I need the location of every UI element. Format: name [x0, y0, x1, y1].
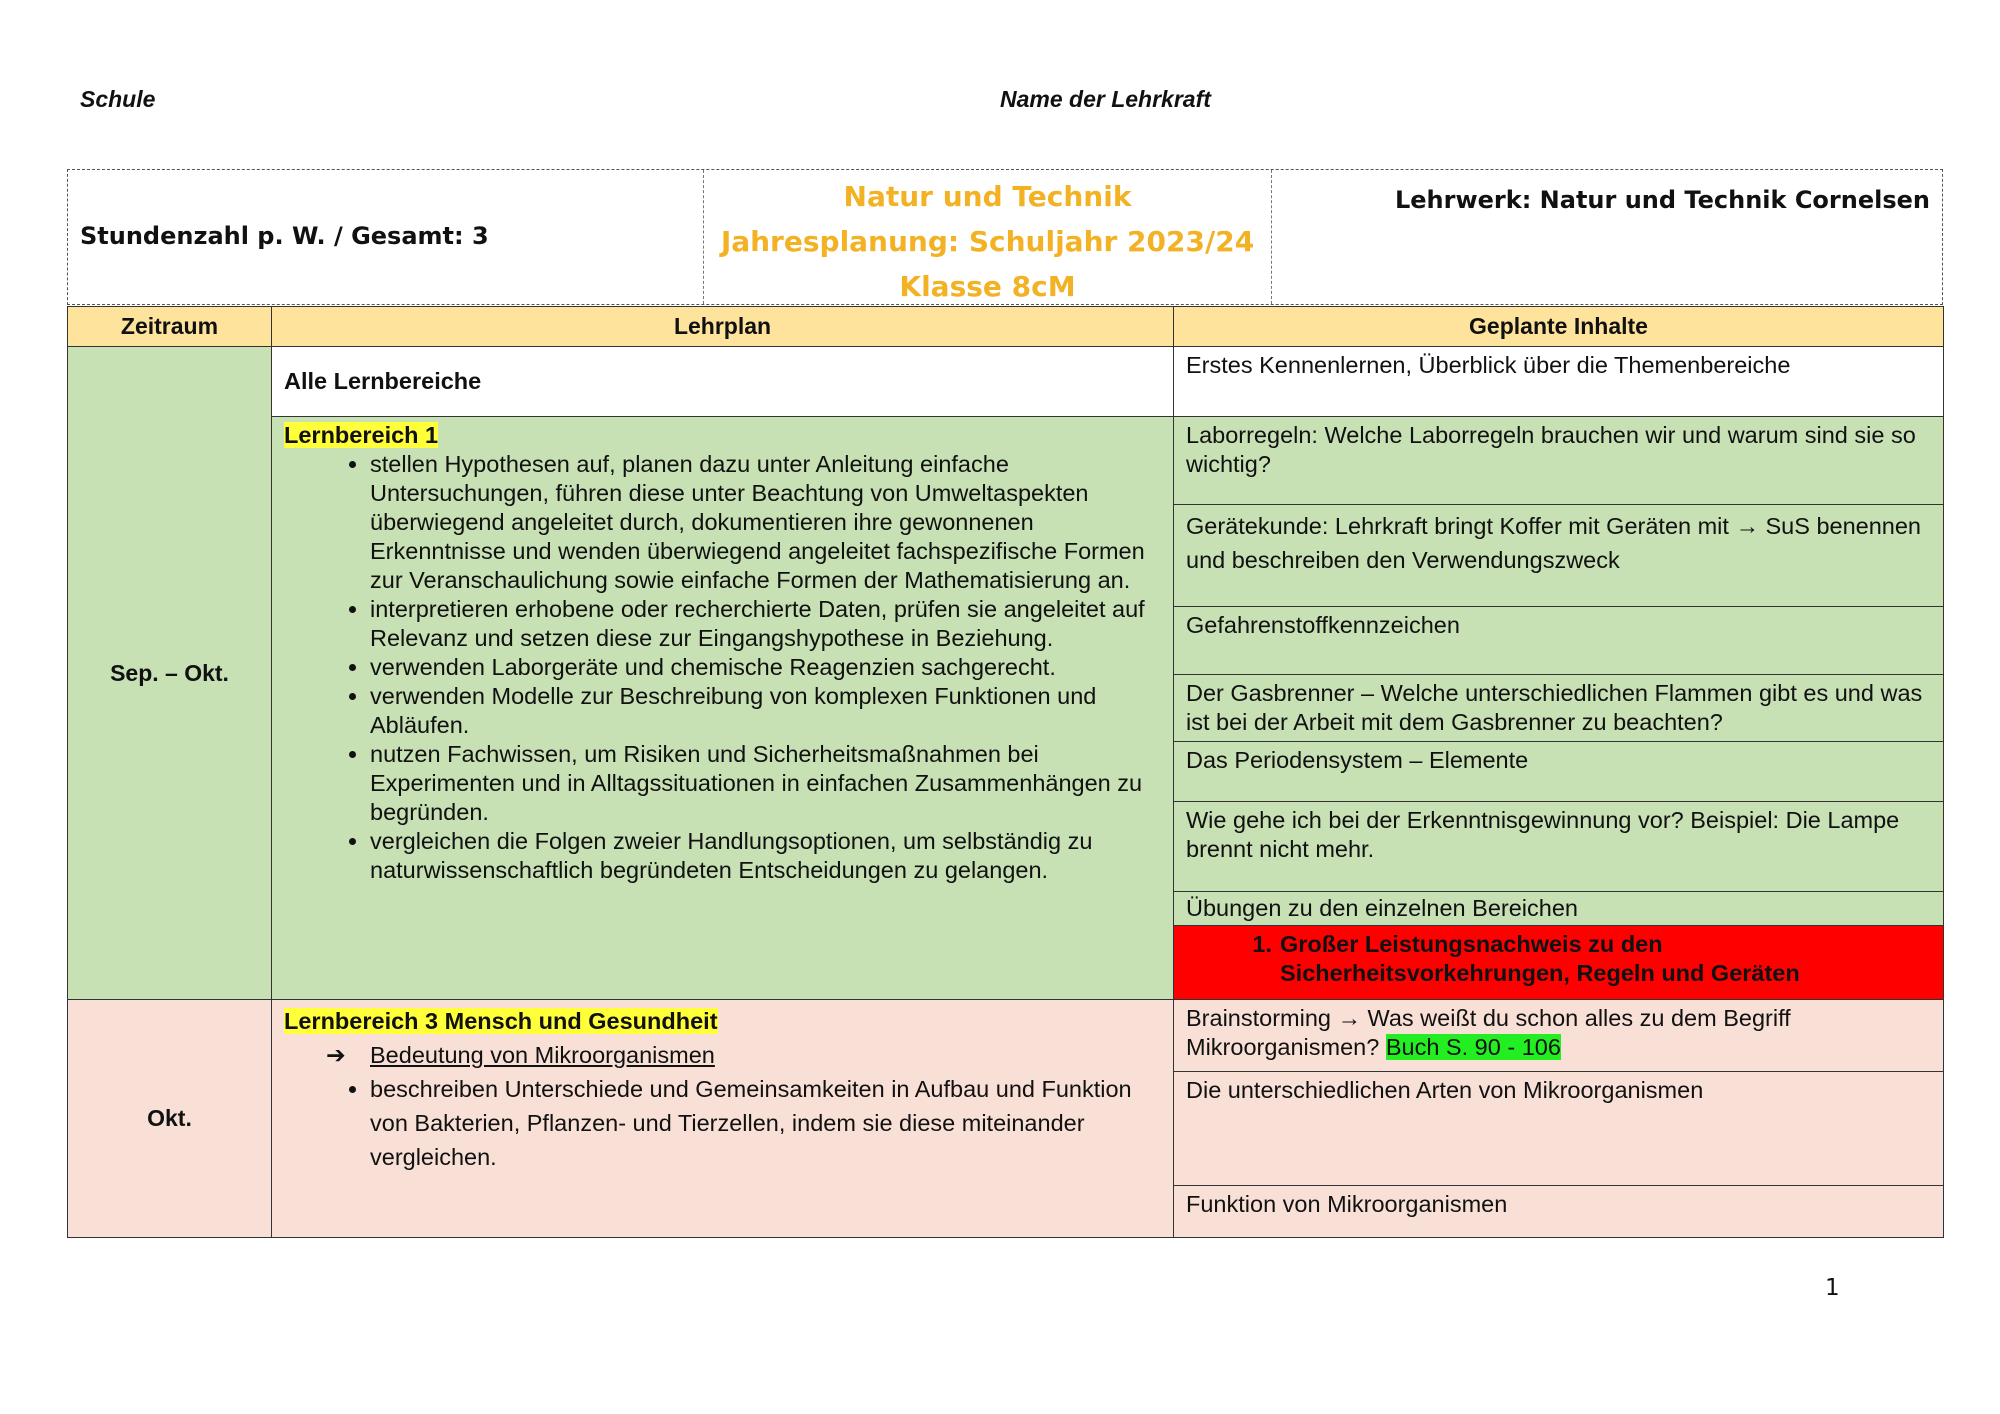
content-cell	[1174, 742, 1944, 802]
content-cell	[1174, 505, 1944, 607]
content-text: Brainstorming → Was weißt du schon alles zu dem Begriff Mikroorganismen?	[1186, 1005, 1791, 1060]
header-box	[67, 169, 1943, 305]
content-text: Gerätekunde: Lehrkraft bringt Koffer mit Geräten mit → SuS benennen und beschreiben den Verwendungszweck	[1186, 513, 1921, 573]
subject-title: Natur und Technik	[843, 180, 1132, 213]
all-areas-cell	[272, 347, 1174, 417]
list-item: • beschreiben Unterschiede und Gemeinsamkeiten in Aufbau und Funktion von Bakterien, Pflanzen- und Tierzellen, indem sie diese miteinander vergleichen.	[370, 1072, 1161, 1174]
list-item: • verwenden Laborgeräte und chemische Reagenzien sachgerecht.	[370, 653, 1161, 682]
content-cell	[1174, 1072, 1944, 1186]
content-text: Die unterschiedlichen Arten von Mikroorganismen	[1186, 1077, 1704, 1103]
list-item: • vergleichen die Folgen zweier Handlungsoptionen, um selbständig zu naturwissenschaftlich begründeten Entscheidungen zu gelangen.	[370, 827, 1161, 885]
arrow-right-icon: ➔	[326, 1042, 346, 1068]
table-row	[68, 347, 1944, 417]
table-row	[68, 1000, 1944, 1072]
teacher-name-label: Name der Lehrkraft	[1000, 86, 1211, 112]
content-text: Funktion von Mikroorganismen	[1186, 1191, 1508, 1217]
content-cell	[1174, 607, 1944, 675]
header-title-cell	[704, 170, 1272, 304]
list-item: • verwenden Modelle zur Beschreibung von komplexen Funktionen und Abläufen.	[370, 682, 1161, 740]
content-text: Übungen zu den einzelnen Bereichen	[1186, 895, 1578, 921]
content-cell	[1174, 1186, 1944, 1238]
assessment-text: Großer Leistungsnachweis zu den Sicherheitsvorkehrungen, Regeln und Geräten	[1280, 931, 1800, 986]
header-left-cell	[68, 170, 704, 304]
all-areas-label: Alle Lernbereiche	[284, 368, 482, 394]
content-cell	[1174, 347, 1944, 417]
textbook-label: Lehrwerk: Natur und Technik Cornelsen	[1394, 186, 1930, 214]
plan-table	[67, 306, 1944, 1238]
table-header-row	[68, 307, 1944, 347]
content-text: Laborregeln: Welche Laborregeln brauchen wir und warum sind sie so wichtig?	[1186, 422, 1916, 477]
hours-label: Stundenzahl p. W. / Gesamt: 3	[80, 222, 489, 250]
content-text: Gefahrenstoffkennzeichen	[1186, 612, 1460, 638]
content-text: Der Gasbrenner – Welche unterschiedlichen Flammen gibt es und was ist bei der Arbeit mit dem Gasbrenner zu beachten?	[1186, 680, 1923, 735]
col-header-plan: Lehrplan	[272, 307, 1174, 347]
content-cell	[1174, 417, 1944, 505]
area1-cell	[272, 417, 1174, 1000]
area1-title: Lernbereich 1	[284, 422, 439, 448]
table-row	[68, 417, 1944, 505]
area3-list	[284, 1038, 1161, 1174]
list-item: ➔ Bedeutung von Mikroorganismen	[370, 1038, 1161, 1072]
period-label: Sep. – Okt.	[110, 659, 229, 686]
period-cell-sep-okt	[68, 347, 272, 1000]
assessment-number: 1.	[1252, 931, 1272, 957]
area3-title: Lernbereich 3 Mensch und Gesundheit	[284, 1008, 718, 1034]
content-text: Wie gehe ich bei der Erkenntnisgewinnung vor? Beispiel: Die Lampe brennt nicht mehr.	[1186, 807, 1900, 862]
class-title: Klasse 8cM	[899, 270, 1076, 303]
content-cell	[1174, 675, 1944, 742]
assessment-cell	[1174, 926, 1944, 1000]
list-item: • interpretieren erhobene oder recherchierte Daten, prüfen sie angeleitet auf Relevanz und setzen diese zur Eingangshypothese in Beziehung.	[370, 595, 1161, 653]
book-reference: Buch S. 90 - 106	[1385, 1034, 1561, 1060]
col-header-period: Zeitraum	[68, 307, 272, 347]
school-label: Schule	[80, 86, 156, 112]
list-item: • nutzen Fachwissen, um Risiken und Sicherheitsmaßnahmen bei Experimenten und in Alltagssituationen in einfachen Zusammenhängen zu begründen.	[370, 740, 1161, 827]
period-cell-okt	[68, 1000, 272, 1238]
content-text: Erstes Kennenlernen, Überblick über die Themenbereiche	[1186, 352, 1791, 378]
col-header-content: Geplante Inhalte	[1174, 307, 1944, 347]
content-cell	[1174, 892, 1944, 926]
area3-cell	[272, 1000, 1174, 1238]
list-item: • stellen Hypothesen auf, planen dazu unter Anleitung einfache Untersuchungen, führen diese unter Beachtung von Umweltaspekten überwiegend angeleitet durch, dokumentieren ihre gewonnenen Erkenntnisse und wenden überwiegend angeleitet fachspezifische Formen zur Veranschaulichung sowie einfache Formen der Mathematisierung an.	[370, 450, 1161, 595]
content-text: Das Periodensystem – Elemente	[1186, 747, 1529, 773]
page-number: 1	[1825, 1275, 1840, 1301]
period-label: Okt.	[147, 1105, 192, 1131]
content-cell	[1174, 802, 1944, 892]
area1-list	[284, 450, 1161, 885]
content-cell	[1174, 1000, 1944, 1072]
header-right-cell	[1272, 170, 1942, 304]
plan-title: Jahresplanung: Schuljahr 2023/24	[720, 225, 1255, 258]
